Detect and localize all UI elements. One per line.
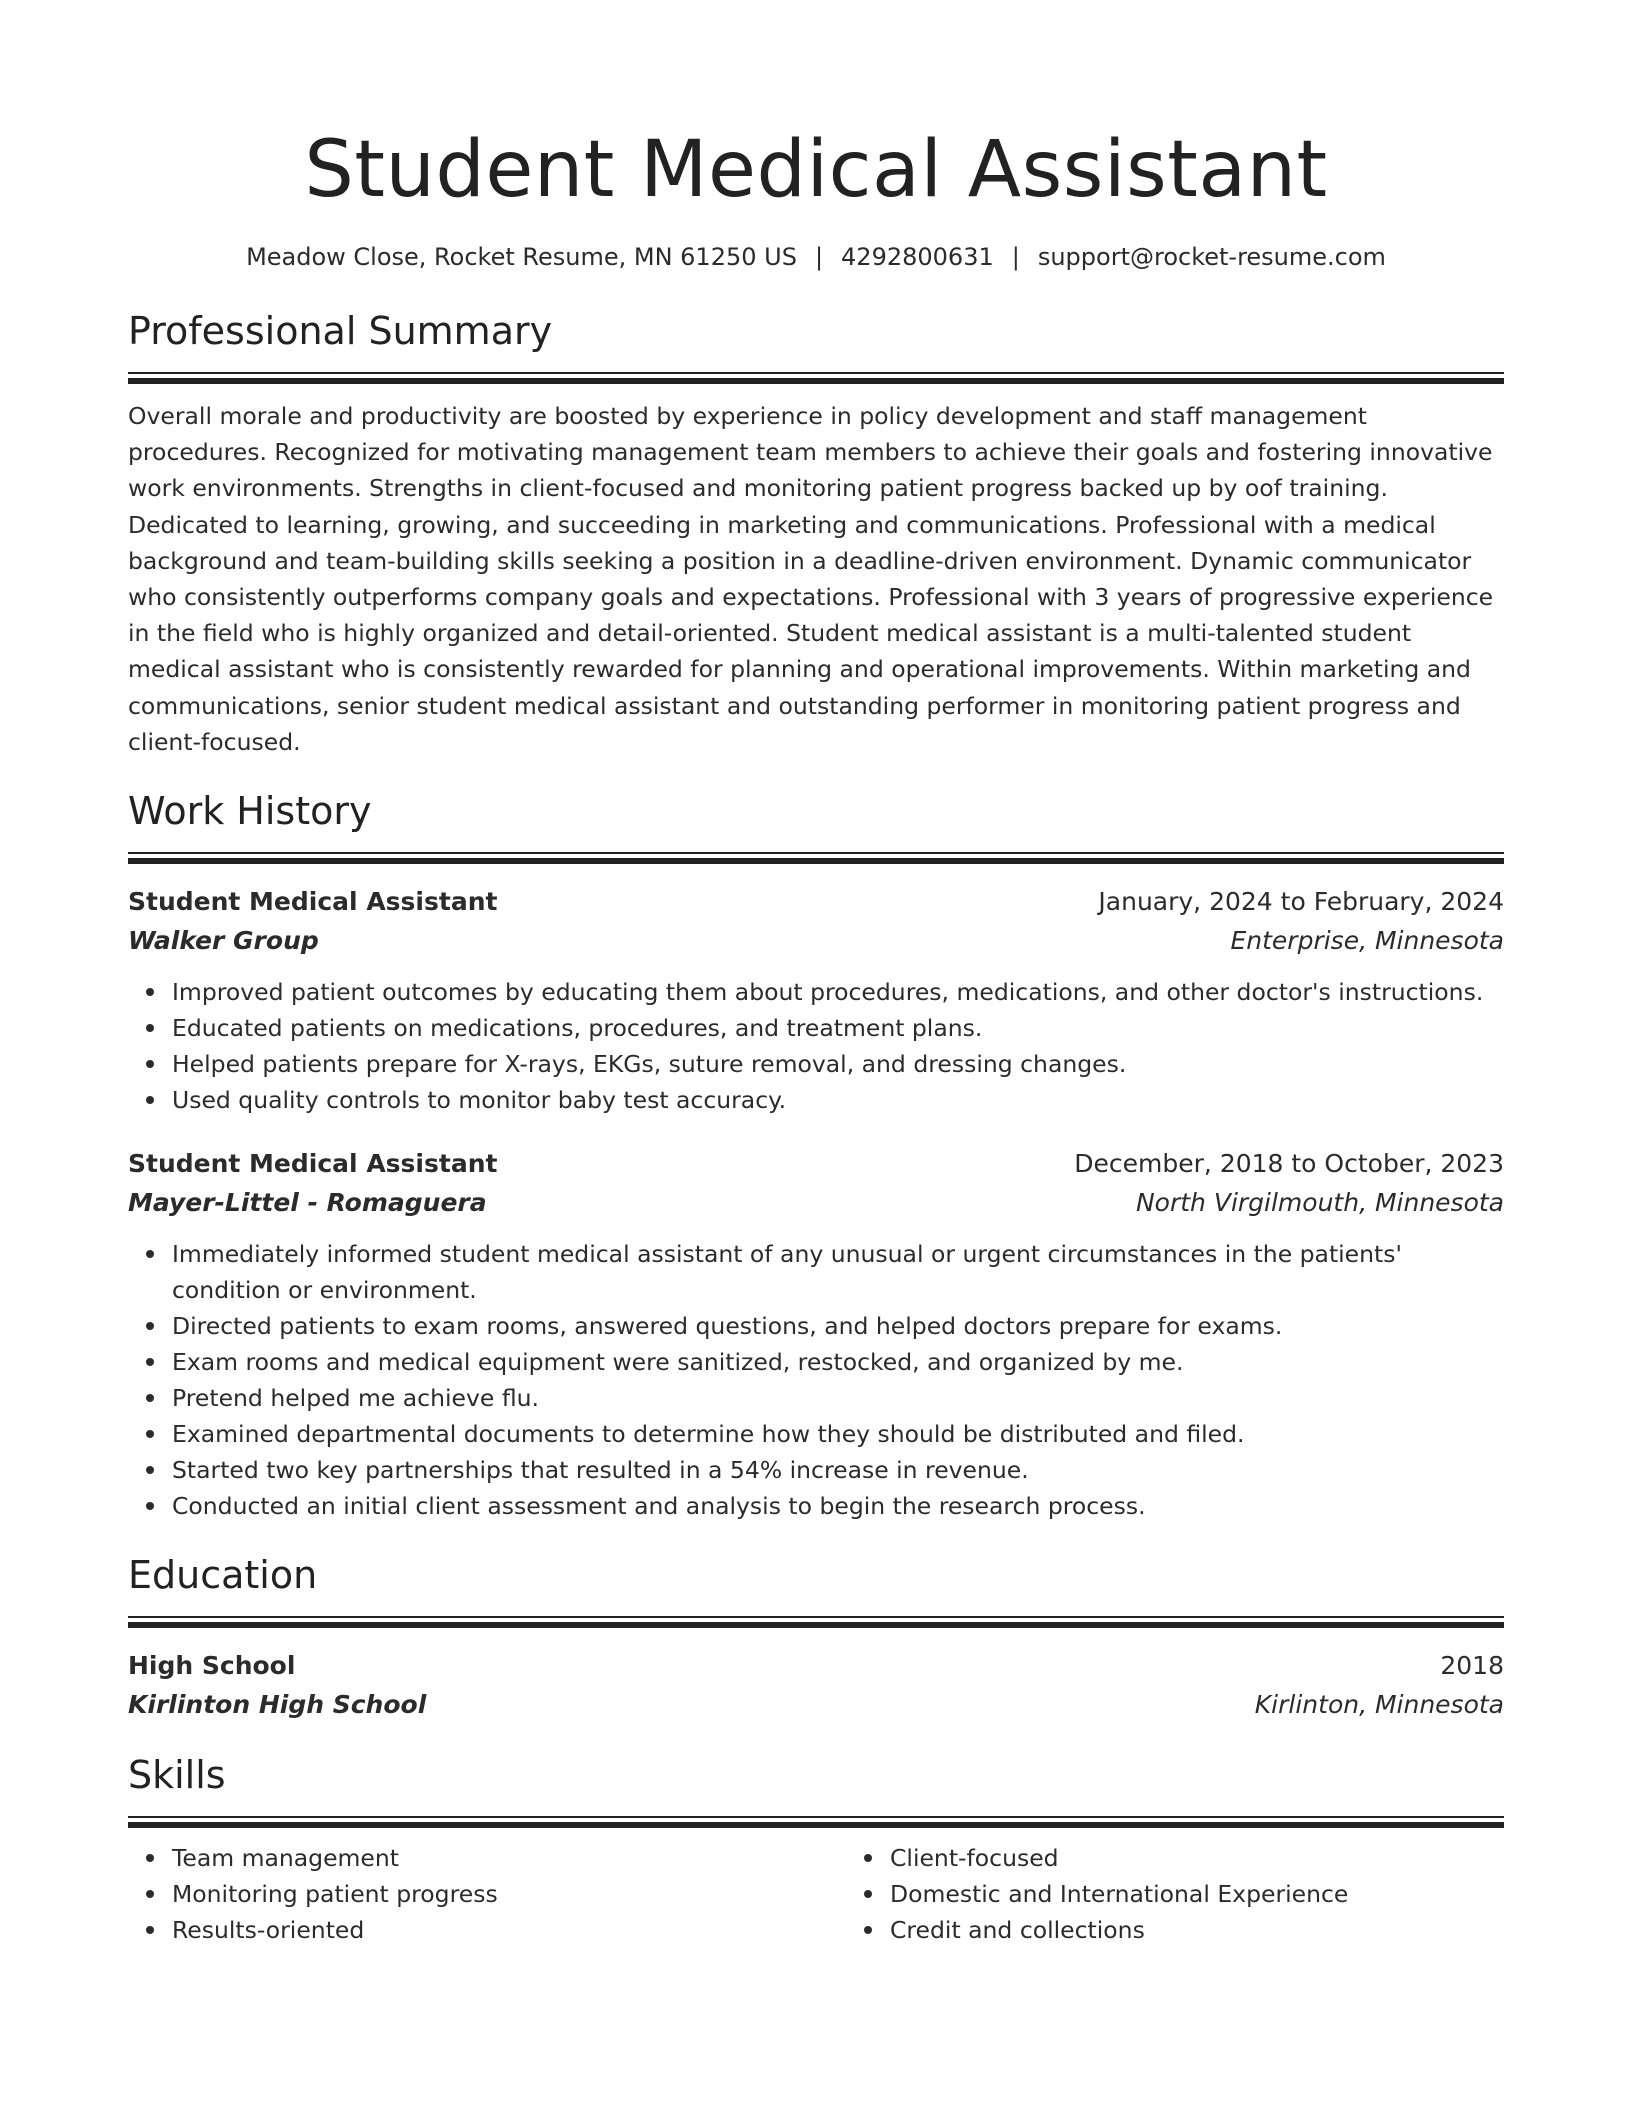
section-divider: [128, 1816, 1504, 1828]
summary-text: Overall morale and productivity are boosted by experience in policy development and staff management procedures. Recognized for motivating management team members to achieve their goals and fostering innovative work environments. Strengths in client-focused and monitoring patient progress backed up by oof training. Dedicated to learning, growing, and succeeding in marketing and communications. Professional with a medical background and team-building skills seeking a position in a deadline-driven environment. Dynamic communicator who consistently outperforms company goals and expectations. Professional with 3 years of progressive experience in the field who is highly organized and detail-oriented. Student medical assistant is a multi-talented student medical assistant who is consistently rewarded for planning and operational improvements. Within marketing and communications, senior student medical assistant and outstanding performer in monitoring patient progress and client-focused.: [128, 402, 1494, 756]
section-divider: [128, 372, 1504, 384]
summary-section: [128, 306, 1504, 760]
job-bullet: Used quality controls to monitor baby test accuracy.: [172, 1082, 1504, 1118]
job-bullet: Started two key partnerships that resulted in a 54% increase in revenue.: [172, 1452, 1504, 1488]
job-bullet-list: [128, 1236, 1504, 1524]
skill-item: Results-oriented: [172, 1912, 846, 1948]
job-location: North Virgilmouth, Minnesota: [1135, 1188, 1504, 1218]
education-location: Kirlinton, Minnesota: [1254, 1690, 1504, 1720]
job-dates: December, 2018 to October, 2023: [1074, 1149, 1504, 1179]
job-header-row: [128, 882, 1504, 922]
job-company-row: [128, 1184, 1504, 1222]
job-bullet: Directed patients to exam rooms, answered questions, and helped doctors prepare for exams.: [172, 1308, 1504, 1344]
job-bullet: Educated patients on medications, procedures, and treatment plans.: [172, 1010, 1504, 1046]
job-header-row: [128, 1144, 1504, 1184]
skills-heading: Skills: [128, 1753, 226, 1798]
job-bullet: Improved patient outcomes by educating them about procedures, medications, and other doctor's instructions.: [172, 974, 1504, 1010]
skills-columns: [128, 1840, 1504, 1948]
job-company-row: [128, 922, 1504, 960]
skill-item: Client-focused: [890, 1840, 1504, 1876]
education-school-row: [128, 1686, 1504, 1724]
job-title: Student Medical Assistant: [128, 1149, 498, 1179]
contact-line: [128, 242, 1504, 272]
work-history-heading: Work History: [128, 789, 372, 834]
contact-separator: |: [814, 243, 824, 271]
job-title: Student Medical Assistant: [128, 887, 498, 917]
job-entry: [128, 1144, 1504, 1524]
education-entry: [128, 1646, 1504, 1724]
resume-name: Student Medical Assistant: [304, 125, 1328, 215]
job-company: Mayer-Littel - Romaguera: [128, 1188, 487, 1218]
job-dates: January, 2024 to February, 2024: [1098, 887, 1504, 917]
job-bullet-list: [128, 974, 1504, 1118]
skill-item: Credit and collections: [890, 1912, 1504, 1948]
skills-list-left: [128, 1840, 846, 1948]
skills-section: [128, 1750, 1504, 1948]
contact-email: support@rocket-resume.com: [1037, 243, 1386, 271]
education-year: 2018: [1440, 1651, 1504, 1681]
skill-item: Monitoring patient progress: [172, 1876, 846, 1912]
education-school: Kirlinton High School: [128, 1690, 427, 1720]
education-degree: High School: [128, 1651, 296, 1681]
job-bullet: Conducted an initial client assessment and analysis to begin the research process.: [172, 1488, 1504, 1524]
job-location: Enterprise, Minnesota: [1230, 926, 1504, 956]
skill-item: Team management: [172, 1840, 846, 1876]
section-divider: [128, 1616, 1504, 1628]
contact-phone: 4292800631: [841, 243, 994, 271]
education-header-row: [128, 1646, 1504, 1686]
job-bullet: Exam rooms and medical equipment were sanitized, restocked, and organized by me.: [172, 1344, 1504, 1380]
contact-address: Meadow Close, Rocket Resume, MN 61250 US: [246, 243, 797, 271]
job-bullet: Immediately informed student medical assistant of any unusual or urgent circumstances in the patients' condition or environment.: [172, 1236, 1504, 1308]
job-company: Walker Group: [128, 926, 319, 956]
skills-list-right: [846, 1840, 1504, 1948]
job-entry: [128, 882, 1504, 1118]
skill-item: Domestic and International Experience: [890, 1876, 1504, 1912]
section-divider: [128, 852, 1504, 864]
job-bullet: Examined departmental documents to determine how they should be distributed and filed.: [172, 1416, 1504, 1452]
job-bullet: Helped patients prepare for X-rays, EKGs, suture removal, and dressing changes.: [172, 1046, 1504, 1082]
contact-separator: |: [1011, 243, 1020, 271]
education-section: [128, 1550, 1504, 1724]
work-history-section: [128, 786, 1504, 1524]
job-bullet: Pretend helped me achieve flu.: [172, 1380, 1504, 1416]
summary-heading: Professional Summary: [128, 309, 553, 353]
education-heading: Education: [128, 1553, 318, 1598]
